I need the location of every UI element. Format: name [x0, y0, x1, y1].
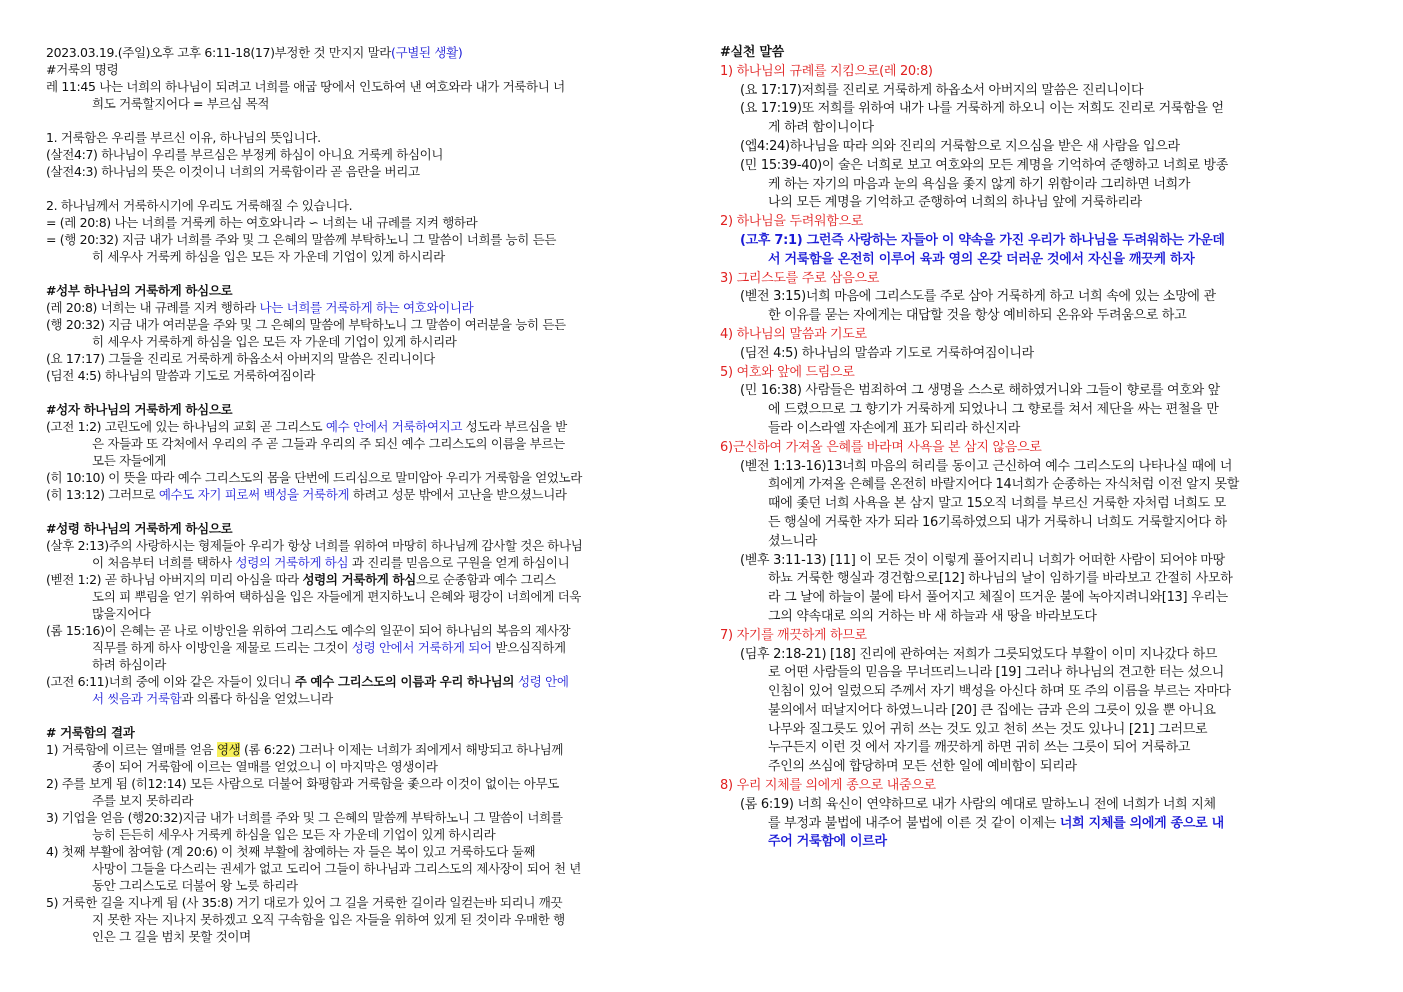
verse-line: (살전4:7) 하나님이 우리를 부르심은 부정케 하심이 아니요 거룩케 하심이니	[46, 147, 444, 162]
verse-line: 희도 거룩할지어다 = 부르심 목적	[92, 96, 270, 111]
verse-text: 를 부정과 불법에 내주어 불법에 이른 것 같이 이제는	[768, 815, 1060, 831]
verse-line: 누구든지 이런 것 에서 자기를 깨끗하게 하면 귀히 쓰는 그릇이 되어 거룩하고	[768, 740, 1191, 756]
verse-line: 희에게 가져올 은혜를 온전히 바랄지어다 14너희가 순종하는 자식처럼 이전 알지 못할	[768, 477, 1240, 493]
section-heading: #성령 하나님의 거룩하게 하심으로	[46, 521, 233, 536]
verse-text: (고전 1:2) 고린도에 있는 하나님의 교회 곧 그리스도	[46, 419, 326, 434]
verse-text: 과 의롭다 하심을 얻었느니라	[181, 691, 333, 706]
verse-line	[46, 571, 684, 588]
practice-heading: 7) 자기를 깨끗하게 하므로	[720, 627, 867, 643]
emphasis-text: 성령 안에서 거룩하게 되어	[351, 640, 492, 655]
verse-line	[46, 673, 684, 690]
verse-line: (민 16:38) 사람들은 범죄하여 그 생명을 스스로 해하였거니와 그들이 향로를 여호와 앞	[740, 383, 1220, 399]
verse-line: (딤전 4:5) 하나님의 말씀과 기도로 거룩하여짐이라	[46, 368, 316, 383]
verse-line: (요 17:19)또 저희를 위하여 내가 나를 거룩하게 하오니 이는 저희도 진리로 거룩함을 얻	[740, 101, 1224, 117]
verse-line: 로 어떤 사람들의 믿음을 무너뜨리느니라 [19] 그러나 하나님의 견고한 터는 섰으니	[768, 665, 1225, 681]
document-title	[46, 44, 684, 61]
verse-line: (롬 15:16)이 은혜는 곧 나로 이방인을 위하여 그리스도 예수의 일꾼이 되어 하나님의 복음의 제사장	[46, 623, 571, 638]
verse-line: 히 세우사 거룩케 하심을 입은 모든 자 가운데 기업이 있게 하시리라	[92, 249, 445, 264]
title-subtitle: (구별된 생활)	[391, 45, 463, 60]
spacer	[46, 112, 684, 129]
verse-line: (딤후 2:18-21) [18] 진리에 관하여는 저희가 그릇되었도다 부활이 이미 지나갔다 하므	[740, 646, 1218, 662]
verse-line	[46, 418, 684, 435]
emphasis-text: 예수도 자기 피로써 백성을 거룩하게	[158, 487, 350, 502]
verse-line: 셨느니라	[768, 533, 818, 549]
verse-line: (살전4:3) 하나님의 뜻은 이것이니 너희의 거룩함이라 곧 음란을 버리고	[46, 164, 420, 179]
verse-line: (벧후 3:11-13) [11] 이 모든 것이 이렇게 풀어지리니 너희가 어떠한 사람이 되어야 마땅	[740, 552, 1225, 568]
point-heading: 1. 거룩함은 우리를 부르신 이유, 하나님의 뜻입니다.	[46, 130, 321, 145]
emphasis-text: 성령의 거룩하게 하심	[235, 555, 349, 570]
result-line: 3) 기업을 얻음 (행20:32)지금 내가 너희를 주와 및 그 은혜의 말씀께 부탁하노니 그 말씀이 너희를	[46, 810, 563, 825]
verse-line: = (행 20:32) 지금 내가 너희를 주와 및 그 은혜의 말씀께 부탁하노니 그 말씀이 너희를 능히 든든	[46, 232, 557, 247]
verse-text: (롬 6:22) 그러나 이제는 너희가 죄에게서 해방되고 하나님께	[240, 742, 564, 757]
practice-heading: 8) 우리 지체를 의에게 종으로 내줌으로	[720, 778, 936, 794]
verse-text: 과 진리를 믿음으로 구원을 얻게 하심이니	[348, 555, 570, 570]
verse-text: (벧전 1:2) 곧 하나님 아버지의 미리 아심을 따라	[46, 572, 303, 587]
result-line: 종이 되어 거룩함에 이르는 열매를 얻었으니 이 마지막은 영생이라	[92, 759, 438, 774]
result-line: 5) 거룩한 길을 지나게 됨 (사 35:8) 거기 대로가 있어 그 길을 거룩한 길이라 일컫는바 되리니 깨끗	[46, 895, 563, 910]
section-heading: #거룩의 명령	[46, 62, 119, 77]
result-line: 동안 그리스도로 더불어 왕 노릇 하리라	[92, 878, 298, 893]
spacer	[46, 384, 684, 401]
practice-heading: 1) 하나님의 규례를 지킴으로(레 20:8)	[720, 63, 933, 79]
spacer	[46, 265, 684, 282]
verse-line: (행 20:32) 지금 내가 여러분을 주와 및 그 은혜의 말씀에 부탁하노니 그 말씀이 여러분을 능히 든든	[46, 317, 566, 332]
verse-text: 으로 순종함과 예수 그리스	[415, 572, 556, 587]
verse-line: 들라 이스라엘 자손에게 표가 되리라 하신지라	[768, 420, 1021, 436]
verse-line: (민 15:39-40)이 술은 너희로 보고 여호와의 모든 계명을 기억하여 준행하고 너희로 방종	[740, 157, 1228, 173]
verse-line	[46, 554, 684, 571]
verse-line: (히 10:10) 이 뜻을 따라 예수 그리스도의 몸을 단번에 드리심으로 말미암아 우리가 거룩함을 얻었노라	[46, 470, 582, 485]
verse-text: 성도라 부르심을 받	[462, 419, 567, 434]
verse-text: 받으심직하게	[491, 640, 566, 655]
practice-heading: 2) 하나님을 두려워함으로	[720, 214, 863, 230]
verse-line: 게 하려 함이니이다	[768, 120, 874, 136]
result-line	[46, 741, 684, 758]
verse-line: 하려 하심이라	[92, 657, 166, 672]
practice-heading: 5) 여호와 앞에 드림으로	[720, 364, 855, 380]
practice-heading: 4) 하나님의 말씀과 기도로	[720, 326, 867, 342]
point-heading: 2. 하나님께서 거룩하시기에 우리도 거룩해질 수 있습니다.	[46, 198, 353, 213]
highlighted-text: 영생	[216, 742, 241, 757]
result-line: 2) 주를 보게 됨 (히12:14) 모든 사람으로 더불어 화평함과 거룩함을 좇으라 이것이 없이는 아무도	[46, 776, 559, 791]
practice-heading: 3) 그리스도를 주로 삼음으로	[720, 270, 880, 286]
verse-line: 에 드렸으므로 그 향기가 거룩하게 되었나니 그 향로를 쳐서 제단을 싸는 편철을 만	[768, 402, 1219, 418]
verse-line: = (레 20:8) 나는 너희를 거룩케 하는 여호와니라 ∽ 너희는 내 규례를 지켜 행하라	[46, 215, 478, 230]
verse-line: 나무와 질그릇도 있어 귀히 쓰는 것도 있고 천히 쓰는 것도 있나니 [21] 그러므로	[768, 721, 1208, 737]
verse-line: (요 17:17) 그들을 진리로 거룩하게 하옵소서 아버지의 말씀은 진리니이다	[46, 351, 435, 366]
right-column	[720, 44, 1358, 852]
section-heading: #성부 하나님의 거룩하게 하심으로	[46, 283, 233, 298]
emphasis-text: 나는 너희를 거룩하게 하는 여호와이니라	[259, 300, 474, 315]
verse-text: (히 13:12) 그러므로	[46, 487, 159, 502]
verse-line: 라 그 날에 하늘이 불에 타서 풀어지고 체질이 뜨거운 불에 녹아지려니와[13] 우리는	[768, 590, 1228, 606]
verse-line	[46, 486, 684, 503]
result-line: 사망이 그들을 다스리는 권세가 없고 도리어 그들이 하나님과 그리스도의 제사장이 되어 천 년	[92, 861, 582, 876]
verse-line: 레 11:45 나는 너희의 하나님이 되려고 너희를 애굽 땅에서 인도하여 낸 여호와라 내가 거룩하니 너	[46, 79, 565, 94]
verse-line: 케 하는 자기의 마음과 눈의 욕심을 좇지 않게 하기 위함이라 그리하면 너희가	[768, 176, 1191, 192]
practice-heading: 6)근신하여 가져올 은혜를 바라며 사욕을 본 삼지 않음으로	[720, 439, 1042, 455]
verse-line: (벧전 1:13-16)13너희 마음의 허리를 동이고 근신하여 예수 그리스도의 나타나실 때에 너	[740, 458, 1233, 474]
verse-line: 인침이 있어 일렀으되 주께서 자기 백성을 아신다 하며 또 주의 이름을 부르는 자마다	[768, 684, 1231, 700]
verse-text: 직무를 하게 하사 이방인을 제물로 드리는 그것이	[92, 640, 352, 655]
verse-line: 은 자들과 또 각처에서 우리의 주 곧 그들과 우리의 주 되신 예수 그리스도의 이름을 부르는	[92, 436, 565, 451]
verse-line: (살후 2:13)주의 사랑하시는 형제들아 우리가 항상 너희를 위하여 마땅히 하나님께 감사할 것은 하나님	[46, 538, 583, 553]
result-line: 4) 첫째 부활에 참여함 (계 20:6) 이 첫째 부활에 참예하는 자 들은 복이 있고 거룩하도다 둘째	[46, 844, 536, 859]
verse-line: 많을지어다	[92, 606, 151, 621]
emphasis-text: 주 예수 그리스도의 이름과 우리 하나님의	[294, 674, 519, 689]
result-line: 인은 그 길을 범치 못할 것이며	[92, 929, 251, 944]
emphasis-text: 서 씻음과 거룩함	[92, 691, 182, 706]
verse-text: 이 처음부터 너희를 택하사	[92, 555, 236, 570]
verse-line: 한 이유를 묻는 자에게는 대답할 것을 항상 예비하되 온유와 두려움으로 하고	[768, 308, 1187, 324]
result-line: 지 못한 자는 지나지 못하겠고 오직 구속함을 입은 자들을 위하여 있게 된 것이라 우매한 행	[92, 912, 565, 927]
verse-text: (레 20:8) 너희는 내 규례를 지켜 행하라	[46, 300, 260, 315]
emphasis-text: 성령 안에	[518, 674, 569, 689]
verse-text: (고전 6:11)너희 중에 이와 같은 자들이 있더니	[46, 674, 295, 689]
verse-line: 서 거룩함을 온전히 이루어 육과 영의 온갖 더러운 것에서 자신을 깨끗케 하자	[768, 251, 1195, 267]
section-heading: #성자 하나님의 거룩하게 하심으로	[46, 402, 233, 417]
verse-text: 1) 거룩함에 이르는 열매를 얻음	[46, 742, 217, 757]
verse-line: 주어 거룩함에 이르라	[768, 834, 887, 850]
verse-line: 때에 좇던 너희 사욕을 본 삼지 말고 15오직 너희를 부르신 거룩한 자처럼 너희도 모	[768, 496, 1227, 512]
verse-line: 불의에서 떠날지어다 하였느니라 [20] 큰 집에는 금과 은의 그릇이 있을 뿐 아니요	[768, 702, 1216, 718]
title-text: 2023.03.19.(주일)오후 고후 6:11-18(17)부정한 것 만지지 말라	[46, 45, 392, 60]
verse-line: 하뇨 거룩한 행실과 경건함으로[12] 하나님의 날이 임하기를 바라보고 간절히 사모하	[768, 571, 1233, 587]
verse-line: (롬 6:19) 너희 육신이 연약하므로 내가 사람의 예대로 말하노니 전에 너희가 너희 지체	[740, 796, 1216, 812]
emphasis-text: 너희 지체를 의에게 종으로 내	[1059, 815, 1224, 831]
verse-line	[46, 639, 684, 656]
left-column	[46, 44, 684, 945]
verse-line: 도의 피 뿌림을 얻기 위하여 택하심을 입은 자들에게 편지하노니 은혜와 평강이 너희에게 더욱	[92, 589, 582, 604]
verse-line: (엡4:24)하나님을 따라 의와 진리의 거룩함으로 지으심을 받은 새 사람을 입으라	[740, 138, 1180, 154]
verse-line: 모든 자들에게	[92, 453, 166, 468]
spacer	[46, 707, 684, 724]
verse-line	[46, 690, 684, 707]
verse-line: (고후 7:1) 그런즉 사랑하는 자들아 이 약속을 가진 우리가 하나님을 두려워하는 가운데	[740, 232, 1225, 248]
spacer	[46, 503, 684, 520]
verse-line	[46, 299, 684, 316]
verse-line: (요 17:17)저희를 진리로 거룩하게 하옵소서 아버지의 말씀은 진리니이다	[740, 82, 1144, 98]
emphasis-text: 예수 안에서 거룩하여지고	[325, 419, 463, 434]
verse-line	[720, 815, 1358, 834]
verse-line: 나의 모든 계명을 기억하고 준행하여 너희의 하나님 앞에 거룩하리라	[768, 195, 1142, 211]
result-line: 능히 든든히 세우사 거룩케 하심을 입은 모든 자 가운데 기업이 있게 하시리라	[92, 827, 496, 842]
section-heading: #실천 말씀	[720, 45, 784, 60]
verse-line: (딤전 4:5) 하나님의 말씀과 기도로 거룩하여짐이니라	[740, 345, 1034, 361]
section-heading: # 거룩함의 결과	[46, 725, 135, 740]
verse-line: (벧전 3:15)너희 마음에 그리스도를 주로 삼아 거룩하게 하고 너희 속에 있는 소망에 관	[740, 289, 1216, 305]
verse-line: 히 세우사 거룩하게 하심을 입은 모든 자 가운데 기업이 있게 하시리라	[92, 334, 457, 349]
emphasis-text: 성령의 거룩하게 하심	[302, 572, 416, 587]
verse-line: 든 행실에 거룩한 자가 되라 16기록하였으되 내가 거룩하니 너희도 거룩할지어다 하	[768, 514, 1227, 530]
verse-text: 하려고 성문 밖에서 고난을 받으셨느니라	[349, 487, 567, 502]
spacer	[46, 180, 684, 197]
result-line: 주를 보지 못하리라	[92, 793, 194, 808]
verse-line: 주인의 쓰심에 합당하며 모든 선한 일에 예비함이 되리라	[768, 759, 1077, 775]
verse-line: 그의 약속대로 의의 거하는 바 새 하늘과 새 땅을 바라보도다	[768, 608, 1097, 624]
